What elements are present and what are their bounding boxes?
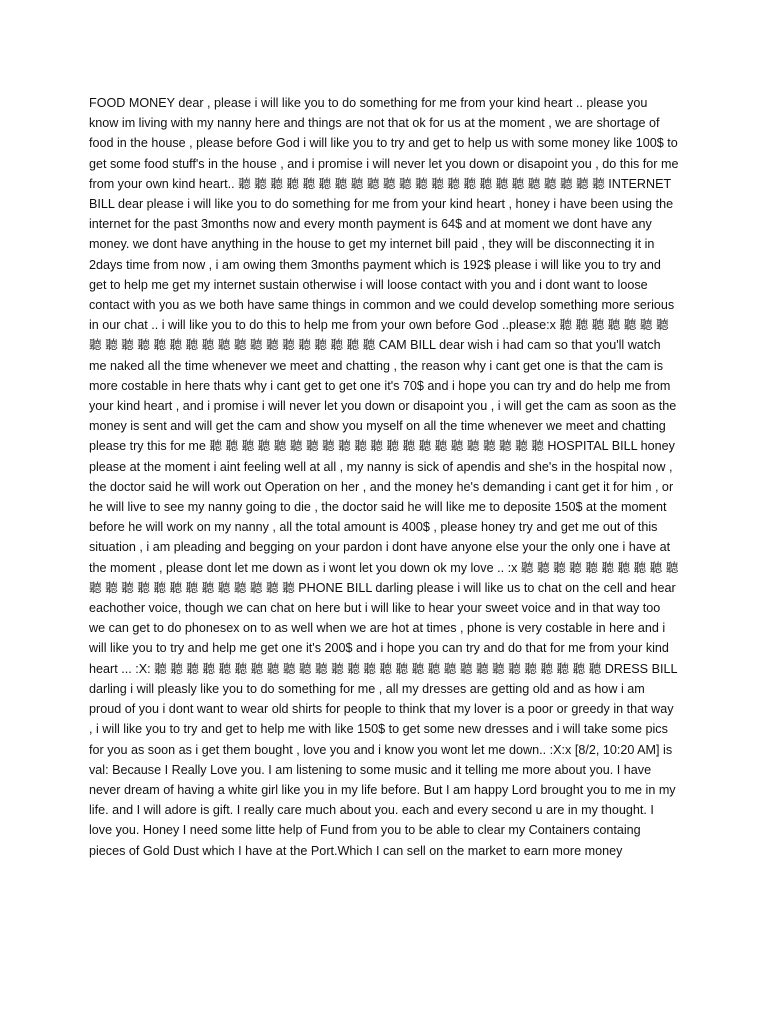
document-body-text: FOOD MONEY dear , please i will like you to do something for me from your kind heart .. please you know im living with my nanny here and things are not that ok for us at the moment , we are shortage of food in the house , please before God i will like you to try and get to help us with some money like 100$ to get some food stuff's in the house , and i promise i will never let you down or disapoint you , do this for me from your own kind heart.. 聽 聽 聽 聽 聽 聽 聽 聽 聽 聽 聽 聽 聽 聽 聽 聽 聽 聽 聽 聽 聽 聽 聽 INTERNET BILL dear please i will like you to do something for me from your kind heart , honey i have been using the internet for the past 3months now and every month payment is 64$ and at moment we dont have any money. we dont have anything in the house to get my internet bill paid , they will be disconnecting it in 2days time from now , i am owing them 3months payment which is 192$ please i will like you to try and get to help me get my internet sustain otherwise i will loose contact with you and i dont want to loose contact with you as we both have same things in common and we could develop something more serious in our chat .. i will like you to do this to help me from your own before God ..please:x 聽 聽 聽 聽 聽 聽 聽 聽 聽 聽 聽 聽 聽 聽 聽 聽 聽 聽 聽 聽 聽 聽 聽 聽 聽 CAM BILL dear wish i had cam so that you'll watch me naked all the time whenever we meet and chatting , the reason why i cant get one is that the cam is more costable in here thats why i cant get to get one it's 70$ and i hope you can try and do help me from your kind heart , and i promise i will never let you down or disapoint you , i will get the cam as soon as the money is sent and will get the cam and show you myself on all the time whenever we meet and chatting please try this for me 聽 聽 聽 聽 聽 聽 聽 聽 聽 聽 聽 聽 聽 聽 聽 聽 聽 聽 聽 聽 聽 HOSPITAL BILL honey please at the moment i aint feeling well at all , my nanny is sick of apendis and she's in the hospital now , the doctor said he will work out Operation on her , and the money he's demanding i cant get it for him , or he will live to see my nanny going to die , the doctor said he will like me to deposite 150$ at the moment before he will work on my nanny , all the total amount is 400$ , please honey try and get me out of this situation , i am pleading and begging on your pardon i dont have anyone else your the only one i have at the moment , please dont let me down as i wont let you down ok my love .. :x 聽 聽 聽 聽 聽 聽 聽 聽 聽 聽 聽 聽 聽 聽 聽 聽 聽 聽 聽 聽 聽 聽 聽 PHONE BILL darling please i will like us to chat on the cell and hear eachother voice, though we can chat on here but i will like to hear your sweet voice and in that way too we can get to do phonesex on to as well when we are hot at times , phone is very costable in here and i will like you to try and help me get one it's 200$ and i hope you can try and do that for me from your kind heart ... :X: 聽 聽 聽 聽 聽 聽 聽 聽 聽 聽 聽 聽 聽 聽 聽 聽 聽 聽 聽 聽 聽 聽 聽 聽 聽 聽 聽 聽 DRESS BILL darling i will pleasly like you to do something for me , all my dresses are getting old and as how i am proud of you i dont want to wear old shirts for people to think that my lover is a poor or greedy in that way , i will like you to try and get to help me with like 150$ to get some new dresses and i will take some pics for you as soon as i get them bought , love you and i know you wont let me down.. :X:x [8/2, 10:20 AM] is val: Because I Really Love you. I am listening to some music and it telling me more about you. I have never dream of having a white girl like you in my life before. But I am happy Lord brought you to me in my life. and I will adore is gift. I really care much about you. each and every second u are in my thought. I love you. Honey I need some litte help of Fund from you to be able to clear my Containers containg pieces of Gold Dust which I have at the Port.Which I can sell on the market to earn more money xyxy=(89,96,679,858)
document-page xyxy=(89,93,679,861)
